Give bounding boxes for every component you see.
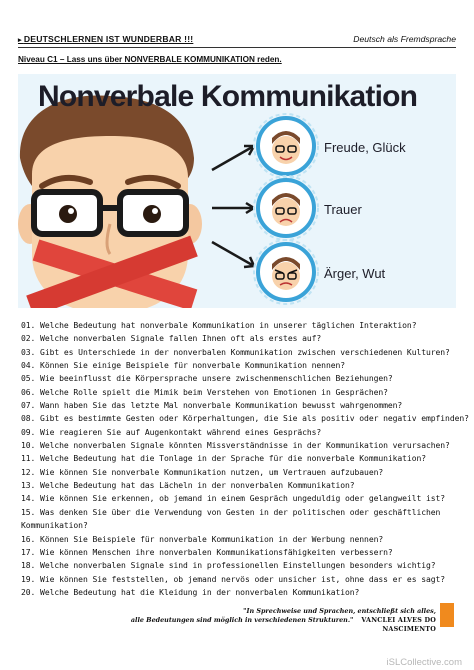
question-item: 01. Welche Bedeutung hat nonverbale Kommunikation in unserer täglichen Interaktion? bbox=[21, 321, 417, 330]
happy-face-icon bbox=[254, 114, 318, 178]
triangle-right-icon: ▸ bbox=[18, 37, 24, 44]
sad-face-icon bbox=[254, 176, 318, 240]
quote-line-2-text: alle Bedeutungen sind möglich in verschiedenen Strukturen." bbox=[130, 616, 354, 624]
question-item: 06. Welche Rolle spielt die Mimik beim Verstehen von Emotionen in Gesprächen? bbox=[21, 387, 388, 397]
question-item: 12. Wie können Sie nonverbale Kommunikation nutzen, um Vertrauen aufzubauen? bbox=[21, 467, 384, 477]
emotion-label-anger: Ärger, Wut bbox=[324, 266, 386, 281]
question-item: 11. Welche Bedeutung hat die Tonlage in der Sprache für die nonverbale Kommunikation? bbox=[21, 454, 426, 464]
question-item: 04. Können Sie einige Beispiele für nonverbale Kommunikation nennen? bbox=[21, 361, 345, 371]
question-item: 18. Welche nonverbalen Signale sind in professionellen Einstellungen besonders wichtig? bbox=[21, 561, 436, 571]
question-item: 13. Welche Bedeutung hat das Lächeln in der nonverbalen Kommunikation? bbox=[21, 481, 355, 491]
illustration-banner bbox=[18, 74, 456, 308]
header-divider bbox=[18, 47, 456, 48]
question-item: 15. Was denken Sie über die Verwendung von Gesten in der politischen oder geschäftlichen bbox=[21, 507, 441, 517]
question-item: 20. Welche Bedeutung hat die Kleidung in der nonverbalen Kommunikation? bbox=[21, 587, 360, 597]
page-marker-tab bbox=[440, 603, 454, 627]
question-item: 10. Welche nonverbalen Signale könnten Missverständnisse in der Kommunikation verursachen? bbox=[21, 441, 450, 451]
closing-quote bbox=[76, 607, 436, 634]
question-item: 14. Wie können Sie erkennen, ob jemand in einem Gespräch ungeduldig oder gelangweilt ist? bbox=[21, 494, 446, 504]
question-list bbox=[21, 319, 469, 599]
header-right-text: Deutsch als Fremdsprache bbox=[353, 34, 456, 44]
question-item: 05. Wie beeinflusst die Körpersprache unsere zwischenmenschlichen Beziehungen? bbox=[21, 374, 393, 384]
question-item: 16. Können Sie Beispiele für nonverbale Kommunikation in der Werbung nennen? bbox=[21, 534, 384, 544]
question-item: 02. Welche nonverbalen Signale fallen Ihnen oft als erstes auf? bbox=[21, 334, 322, 344]
quote-author: VANCLEI ALVES DO NASCIMENTO bbox=[361, 616, 436, 633]
emotion-label-joy: Freude, Glück bbox=[324, 140, 406, 155]
footer-site[interactable]: iSLCollective.com bbox=[386, 657, 462, 668]
question-item-continuation: Kommunikation? bbox=[21, 521, 88, 531]
header-left bbox=[18, 34, 193, 44]
question-item: 07. Wann haben Sie das letzte Mal nonverbale Kommunikation bewusst wahrgenommen? bbox=[21, 401, 403, 411]
question-item: 08. Gibt es bestimmte Gesten oder Körperhaltungen, die Sie als positiv oder negativ empfinden? bbox=[21, 414, 469, 424]
quote-line-2 bbox=[76, 616, 436, 634]
question-item: 17. Wie können Menschen ihre nonverbalen Kommunikationsfähigkeiten verbessern? bbox=[21, 547, 393, 557]
question-item: 19. Wie können Sie feststellen, ob jemand nervös oder unsicher ist, ohne dass er es sagt? bbox=[21, 574, 446, 584]
banner-title: Nonverbale Kommunikation bbox=[38, 80, 418, 113]
question-item: 03. Gibt es Unterschiede in der nonverbalen Kommunikation zwischen verschiedenen Kulturen? bbox=[21, 347, 450, 357]
level-line: Niveau C1 – Lass uns über NONVERBALE KOMMUNIKATION reden. bbox=[18, 55, 282, 64]
page-header bbox=[18, 34, 456, 48]
question-item: 09. Wie reagieren Sie auf Augenkontakt während eines Gesprächs? bbox=[21, 427, 322, 437]
emotion-label-sadness: Trauer bbox=[324, 202, 362, 217]
angry-face-icon bbox=[254, 240, 318, 304]
header-left-text: DEUTSCHLERNEN IST WUNDERBAR !!! bbox=[23, 34, 194, 44]
quote-line-1: "In Sprechweise und Sprachen, entschließt sich alles, bbox=[243, 607, 436, 615]
